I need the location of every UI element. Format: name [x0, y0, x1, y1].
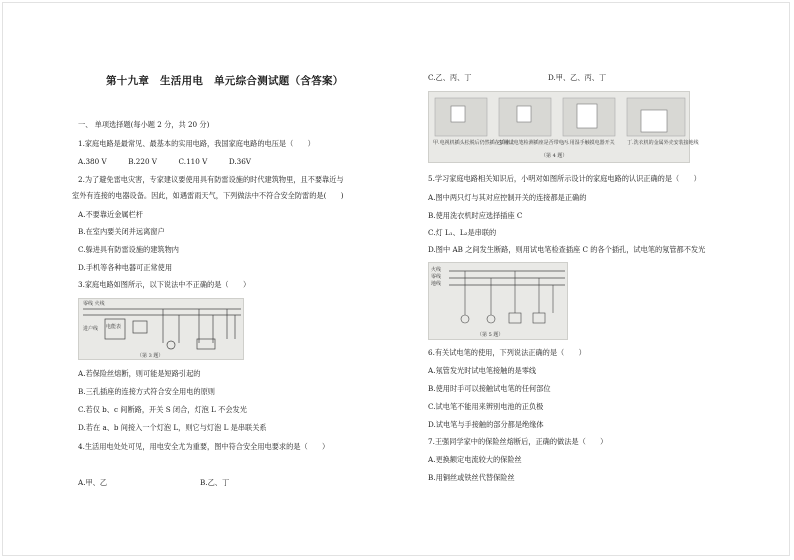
q4-option-a: A.甲、乙 [78, 478, 108, 487]
q7-option-b: B.用铜丝或铁丝代替保险丝 [428, 473, 515, 482]
q3-stem: 3.家庭电路如图所示，以下说法中不正确的是（ ） [78, 280, 251, 289]
q5-circuit-figure [428, 262, 568, 340]
q3-option-d: D.若在 a、b 间接入一个灯泡 L，则它与灯泡 L 是串联关系 [78, 423, 267, 432]
q4-caption-b: 乙.用试电笔检测插座是否带电 [497, 140, 564, 146]
q2-stem-line2: 室外有连接的电器设备。因此，如遇雷雨天气，下列做法中不符合安全防雷的是( ) [72, 191, 344, 200]
q3-option-c: C.若仅 b、c 间断路，开关 S 闭合，灯泡 L 不会发光 [78, 405, 247, 414]
q6-option-d: D.试电笔与手接触的部分都是绝缘体 [428, 420, 544, 429]
q6-option-a: A.氖管发光时试电笔接触的是零线 [428, 366, 537, 375]
q4-option-c: C.乙、丙、丁 [428, 73, 472, 82]
q5-fig-caption: （第 5 题） [477, 332, 504, 338]
q5-fig-label-neutral: 零线 [431, 274, 442, 280]
q5-fig-label-ground: 地线 [431, 281, 442, 287]
section-heading: 一、 单项选择题(每小题 2 分，共 20 分) [78, 120, 210, 129]
q7-stem: 7.王强同学家中的保险丝熔断后，正确的做法是（ ） [428, 437, 608, 446]
q4-caption-a: 甲.电视机插头松脱后仍然插在插座上 [433, 140, 515, 146]
q5-option-b: B.使用洗衣机时应选择插座 C [428, 211, 523, 220]
q2-stem-line1: 2.为了避免雷电灾害，专家建议要使用具有防雷设施的时代建筑物里，且不要靠近与 [78, 175, 344, 184]
q4-fig-caption: （第 4 题） [541, 153, 568, 159]
q6-option-b: B.使用时手可以接触试电笔的任何部位 [428, 384, 551, 393]
q5-fig-label-live: 火线 [431, 267, 442, 273]
q5-option-d: D.图中 AB 之间发生断路，则用试电笔检查插座 C 的各个插孔，试电笔的氖管都不发光 [428, 245, 706, 254]
q4-stem: 4.生活用电处处可见，用电安全尤为重要，图中符合安全用电要求的是（ ） [78, 442, 330, 451]
q4-caption-c: 丙.用湿手触摸电器开关 [563, 140, 615, 146]
q2-option-b: B.在室内要关闭并远离窗户 [78, 227, 165, 236]
q1-stem: 1.家庭电路是最常见、最基本的实用电路，我国家庭电路的电压是（ ） [78, 139, 315, 148]
q3-option-b: B.三孔插座的连接方式符合安全用电的原则 [78, 387, 215, 396]
q5-option-c: C.灯 L₁、L₂是串联的 [428, 228, 497, 237]
q4-caption-d: 丁.洗衣机的金属外壳安装接地线 [627, 140, 699, 146]
q6-option-c: C.试电笔不能用来辨别电池的正负极 [428, 402, 544, 411]
q3-fig-label-wires: 零线 火线 [83, 301, 105, 307]
document-title: 第十九章 生活用电 单元综合测试题（含答案） [106, 75, 344, 87]
q2-option-c: C.躲进具有防雷设施的建筑物内 [78, 245, 179, 254]
q3-circuit-figure [78, 298, 244, 360]
q4-option-b: B.乙、丁 [200, 478, 230, 487]
q1-options: A.380 V B.220 V C.110 V D.36V [78, 157, 251, 166]
q5-circuit-diagram [429, 263, 569, 341]
q3-fig-label-entry: 进户线 [83, 326, 99, 332]
q3-option-a: A.若保险丝熔断，则可能是短路引起的 [78, 369, 201, 378]
q5-option-a: A.图中两只灯与其对应控制开关的连接都是正确的 [428, 193, 587, 202]
q4-option-d: D.甲、乙、丙、丁 [548, 73, 607, 82]
q7-option-a: A.更换额定电流较大的保险丝 [428, 455, 522, 464]
q2-option-a: A.不要靠近金属栏杆 [78, 210, 143, 219]
q2-option-d: D.手机等各种电器可正常使用 [78, 263, 173, 272]
q5-stem: 5.学习家庭电路相关知识后，小明对如图所示设计的家庭电路的认识正确的是（ ） [428, 174, 701, 183]
q3-fig-label-meter: 电能表 [106, 324, 122, 330]
q4-photo-figure [428, 91, 699, 163]
q3-fig-caption: （第 3 题） [137, 353, 164, 359]
q6-stem: 6.有关试电笔的使用，下列说法正确的是（ ） [428, 348, 586, 357]
